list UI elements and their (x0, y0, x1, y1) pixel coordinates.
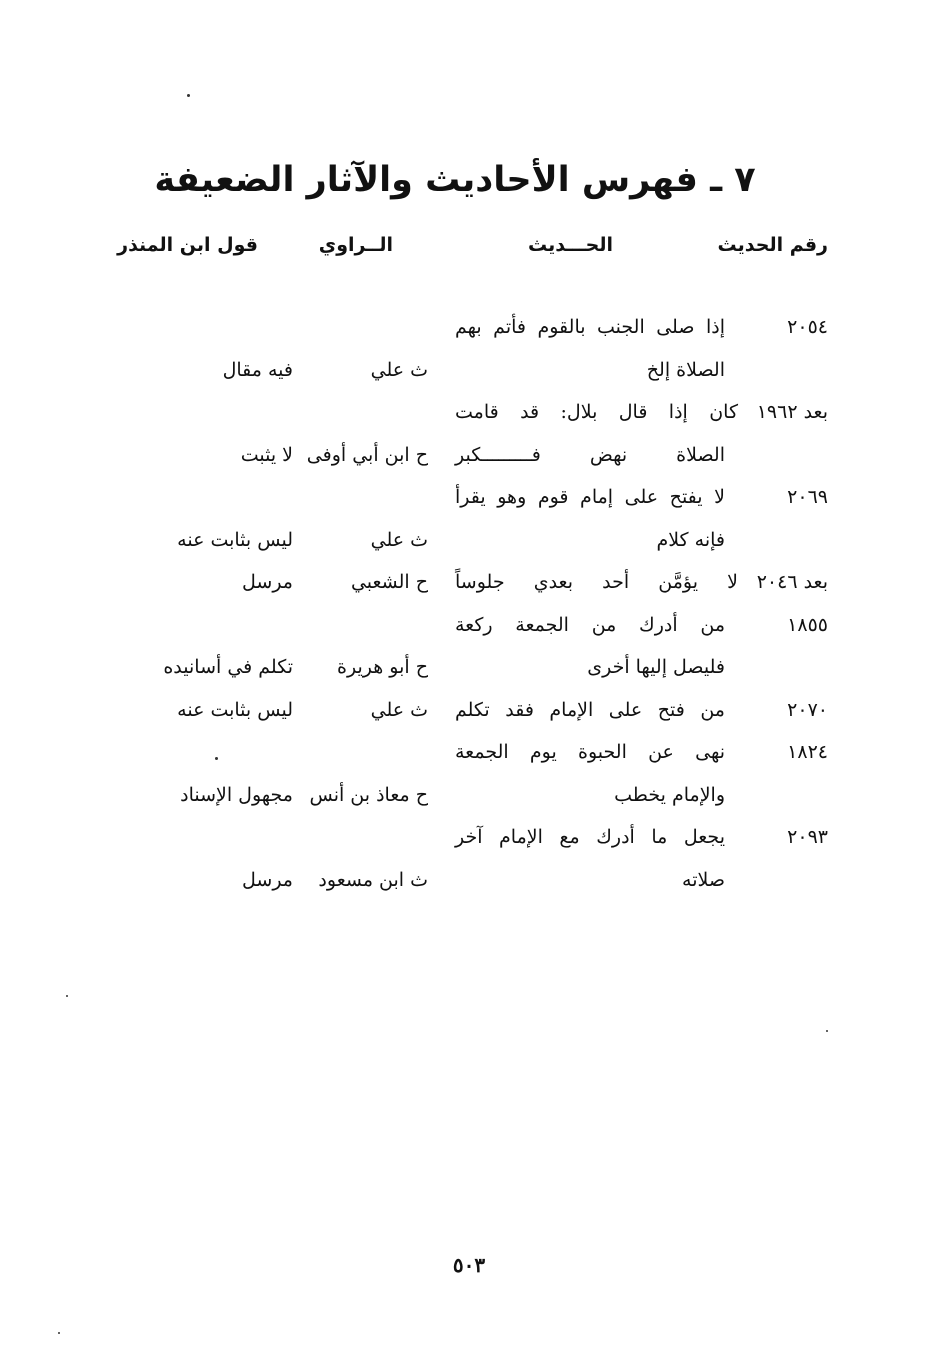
hadith-number: ٢٠٥٤ (787, 316, 828, 338)
hadith-text: لا يؤمَّن أحد بعدي جلوساً (455, 571, 738, 593)
column-header-hadith: الحـــديث (527, 234, 613, 256)
hadith-text: فإنه كلام (656, 529, 725, 551)
hadith-number: ٢٠٦٩ (787, 486, 828, 508)
narrator: ث ابن مسعود (318, 869, 428, 891)
verdict: مرسل (242, 571, 293, 593)
verdict: ليس بثابت عنه (177, 699, 293, 721)
table-row (0, 476, 938, 518)
hadith-number: بعد ١٩٦٢ (756, 401, 828, 423)
verdict: لا يثبت (240, 444, 293, 466)
verdict: ليس بثابت عنه (177, 529, 293, 551)
table-row (0, 646, 938, 688)
verdict: مجهول الإسناد (180, 784, 293, 806)
scan-speck (826, 1030, 828, 1032)
hadith-text: الصلاة نهض فـــــــــكبر (455, 444, 725, 466)
table-row (0, 604, 938, 646)
table-row (0, 859, 938, 901)
hadith-text: والإمام يخطب (614, 784, 725, 806)
hadith-number: ٢٠٩٣ (787, 826, 828, 848)
hadith-text: الصلاة إلخ (646, 359, 725, 381)
table-row (0, 519, 938, 561)
page-number: ٥٠٣ (452, 1253, 486, 1277)
hadith-text: إذا صلى الجنب بالقوم فأتم بهم (455, 316, 725, 338)
hadith-text: كان إذا قال بلال: قد قامت (455, 401, 738, 423)
column-header-narrator: الــراوي (318, 234, 393, 256)
index-title: ٧ ـ فهرس الأحاديث والآثار الضعيفة (154, 160, 756, 200)
hadith-text: لا يفتح على إمام قوم وهو يقرأ (455, 486, 725, 508)
narrator: ح أبو هريرة (337, 656, 428, 678)
table-row (0, 816, 938, 858)
narrator: ث علي (370, 529, 428, 551)
table-row (0, 774, 938, 816)
narrator: ث علي (370, 699, 428, 721)
hadith-text: صلاته (682, 869, 725, 891)
hadith-number: ١٨٥٥ (787, 614, 828, 636)
scan-speck (66, 995, 68, 997)
hadith-text: من فتح على الإمام فقد تكلم (455, 699, 725, 721)
narrator: ح معاذ بن أنس (309, 784, 428, 806)
table-row (0, 689, 938, 731)
column-header-number: رقم الحديث (717, 234, 828, 256)
scan-speck (58, 1332, 60, 1334)
table-row (0, 731, 938, 773)
hadith-text: من أدرك من الجمعة ركعة (455, 614, 725, 636)
hadith-text: نهى عن الحبوة يوم الجمعة (455, 741, 725, 763)
narrator: ح الشعبي (350, 571, 428, 593)
hadith-text: يجعل ما أدرك مع الإمام آخر (455, 826, 725, 848)
table-row (0, 349, 938, 391)
hadith-text: فليصل إليها أخرى (587, 656, 725, 678)
scan-speck (187, 94, 190, 97)
scan-speck (215, 757, 218, 760)
column-header-verdict: قول ابن المنذر (117, 234, 258, 256)
table-row (0, 391, 938, 433)
hadith-number: ١٨٢٤ (787, 741, 828, 763)
hadith-number: ٢٠٧٠ (787, 699, 828, 721)
narrator: ح ابن أبي أوفى (306, 444, 428, 466)
verdict: مرسل (242, 869, 293, 891)
table-row (0, 561, 938, 603)
table-row (0, 434, 938, 476)
hadith-number: بعد ٢٠٤٦ (756, 571, 828, 593)
narrator: ث علي (370, 359, 428, 381)
table-row (0, 306, 938, 348)
verdict: فيه مقال (222, 359, 293, 381)
verdict: تكلم في أسانيده (163, 656, 293, 678)
